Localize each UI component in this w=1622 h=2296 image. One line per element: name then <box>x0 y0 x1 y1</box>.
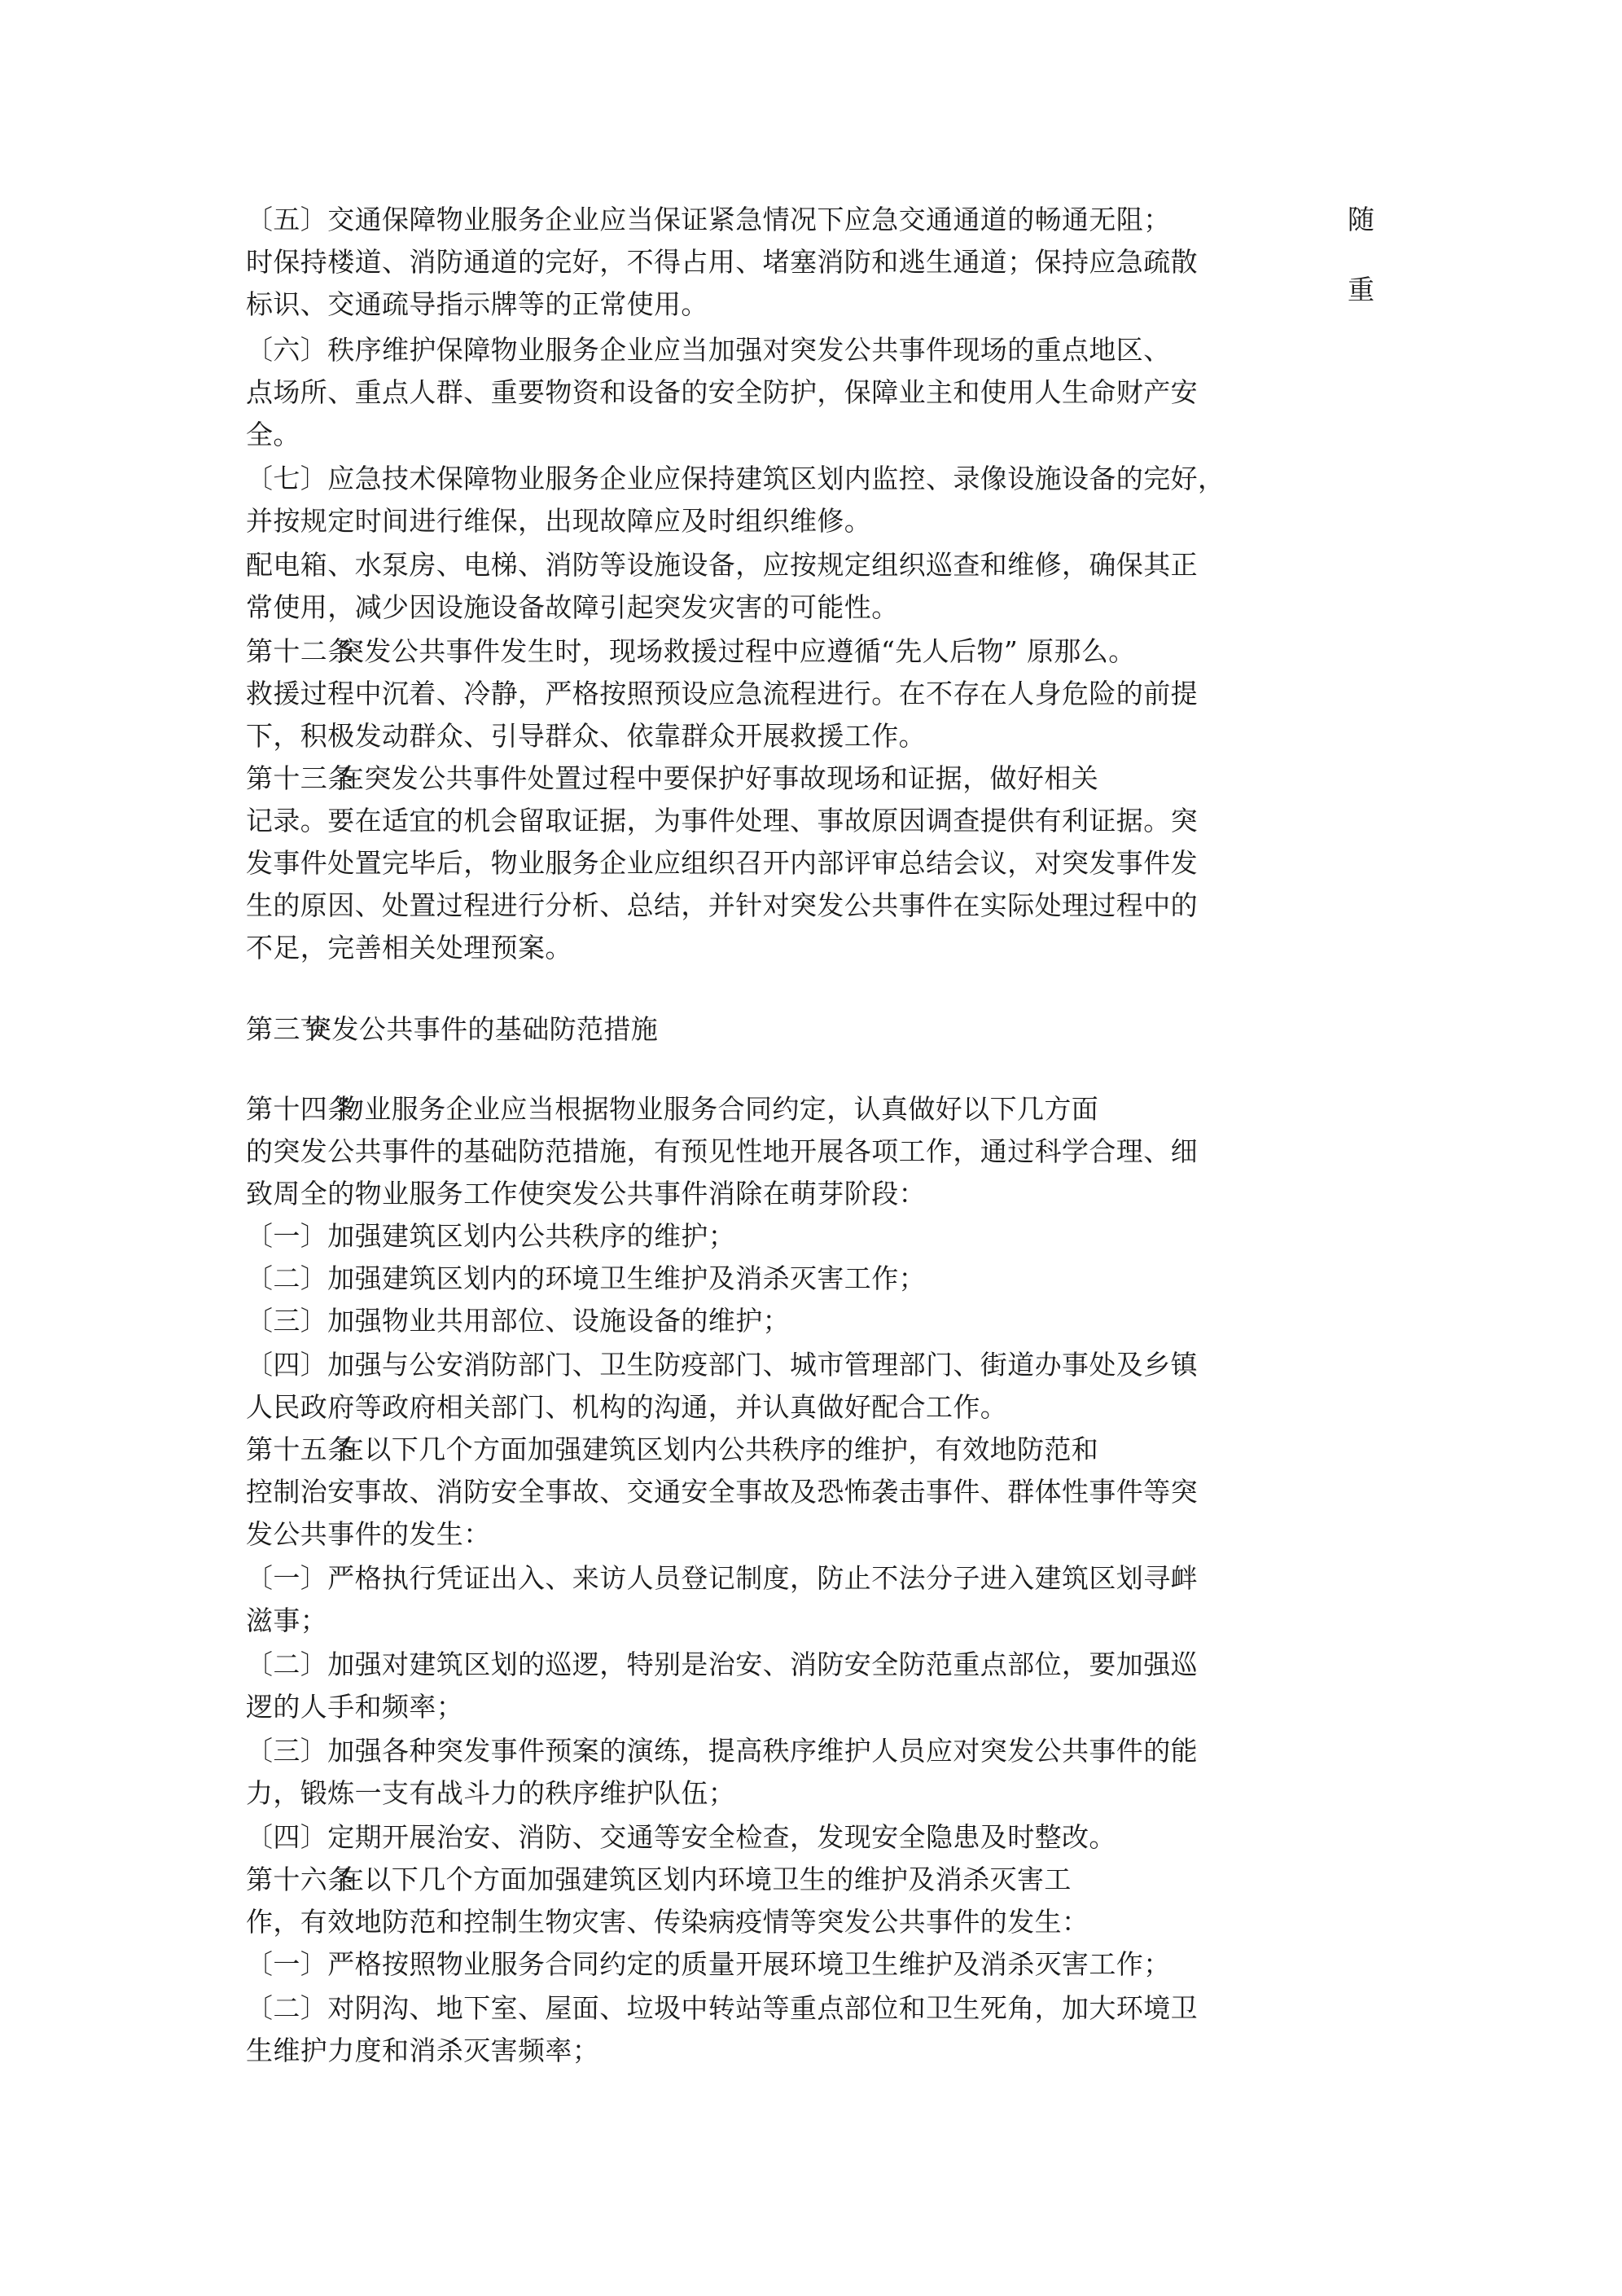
text-line: 滋事； <box>246 1605 328 1636</box>
text-line: 〔一〕严格执行凭证出入、来访人员登记制度，防止不法分子进入建筑区划寻衅 <box>246 1562 1198 1594</box>
text-line: 下，积极发动群众、引导群众、依靠群众开展救援工作。 <box>246 720 926 752</box>
side-mark: 重 <box>1348 274 1374 305</box>
text-line: 全。 <box>246 419 300 450</box>
text-line: 〔二〕加强对建筑区划的巡逻，特别是治安、消防安全防范重点部位，要加强巡 <box>246 1648 1198 1680</box>
text-line: 致周全的物业服务工作使突发公共事件消除在萌芽阶段： <box>246 1178 926 1209</box>
article-line <box>246 1088 1098 1130</box>
text-line: 控制治安事故、消防安全事故、交通安全事故及恐怖袭击事件、群体性事件等突 <box>246 1476 1198 1508</box>
article-line <box>246 757 1098 800</box>
text-line: 时保持楼道、消防通道的完好，不得占用、堵塞消防和逃生通道；保持应急疏散 <box>246 246 1198 278</box>
article-line <box>246 630 1136 673</box>
text-line: 〔六〕秩序维护保障物业服务企业应当加强对突发公共事件现场的重点地区、 <box>246 334 1171 366</box>
text-line: 人民政府等政府相关部门、机构的沟通，并认真做好配合工作。 <box>246 1391 1008 1423</box>
text-line: 〔四〕加强与公安消防部门、卫生防疫部门、城市管理部门、街道办事处及乡镇 <box>246 1349 1198 1381</box>
text-line: 逻的人手和频率； <box>246 1691 464 1723</box>
text-line: 〔三〕加强物业共用部位、设施设备的维护； <box>246 1305 790 1337</box>
side-mark: 随 <box>1348 204 1374 235</box>
text-line: 〔二〕对阴沟、地下室、屋面、垃圾中转站等重点部位和卫生死角，加大环境卫 <box>246 1992 1198 2024</box>
text-line: 〔七〕应急技术保障物业服务企业应保持建筑区划内监控、录像设施设备的完好， <box>246 463 1225 494</box>
text-line: 救援过程中沉着、冷静，严格按照预设应急流程进行。在不存在人身危险的前提 <box>246 678 1198 709</box>
article-line <box>246 1859 1072 1901</box>
text-line: 〔一〕加强建筑区划内公共秩序的维护； <box>246 1220 736 1252</box>
text-line: 〔五〕交通保障物业服务企业应当保证紧急情况下应急交通通道的畅通无阻； <box>246 204 1171 235</box>
article-label: 第十六条 <box>246 1864 355 1895</box>
article-label: 第十四条 <box>246 1093 355 1125</box>
article-label: 第十二条 <box>246 635 355 667</box>
article-text: 突发公共事件发生时，现场救援过程中应遵循“先人后物” 原那么。 <box>337 635 1136 667</box>
article-line <box>246 1429 1098 1471</box>
text-line: 标识、交通疏导指示牌等的正常使用。 <box>246 288 708 320</box>
text-line: 配电箱、水泵房、电梯、消防等设施设备，应按规定组织巡查和维修，确保其正 <box>246 549 1198 581</box>
section-label: 第三节 <box>246 1013 328 1045</box>
section-title: 突发公共事件的基础防范措施 <box>305 1013 659 1045</box>
text-line: 〔一〕严格按照物业服务合同约定的质量开展环境卫生维护及消杀灭害工作； <box>246 1948 1171 1980</box>
article-label: 第十五条 <box>246 1433 355 1465</box>
text-line: 点场所、重点人群、重要物资和设备的安全防护，保障业主和使用人生命财产安 <box>246 376 1198 408</box>
article-text: 在突发公共事件处置过程中要保护好事故现场和证据，做好相关 <box>337 762 1099 794</box>
text-line: 的突发公共事件的基础防范措施，有预见性地开展各项工作，通过科学合理、细 <box>246 1135 1198 1167</box>
text-line: 生的原因、处置过程进行分析、总结，并针对突发公共事件在实际处理过程中的 <box>246 889 1198 921</box>
section-heading <box>246 1008 658 1051</box>
text-line: 并按规定时间进行维保，出现故障应及时组织维修。 <box>246 505 872 537</box>
text-line: 〔二〕加强建筑区划内的环境卫生维护及消杀灭害工作； <box>246 1262 926 1294</box>
text-line: 力，锻炼一支有战斗力的秩序维护队伍； <box>246 1777 736 1809</box>
text-line: 〔三〕加强各种突发事件预案的演练，提高秩序维护人员应对突发公共事件的能 <box>246 1735 1198 1767</box>
article-label: 第十三条 <box>246 762 355 794</box>
text-line: 〔四〕定期开展治安、消防、交通等安全检查，发现安全隐患及时整改。 <box>246 1821 1116 1853</box>
article-text: 在以下几个方面加强建筑区划内环境卫生的维护及消杀灭害工 <box>337 1864 1072 1895</box>
text-line: 发事件处置完毕后，物业服务企业应组织召开内部评审总结会议，对突发事件发 <box>246 847 1198 879</box>
text-line: 作，有效地防范和控制生物灾害、传染病疫情等突发公共事件的发生： <box>246 1906 1089 1938</box>
text-line: 生维护力度和消杀灭害频率； <box>246 2035 600 2066</box>
article-text: 物业服务企业应当根据物业服务合同约定，认真做好以下几方面 <box>337 1093 1099 1125</box>
article-text: 在以下几个方面加强建筑区划内公共秩序的维护，有效地防范和 <box>337 1433 1099 1465</box>
text-line: 记录。要在适宜的机会留取证据，为事件处理、事故原因调查提供有利证据。突 <box>246 805 1198 836</box>
text-line: 发公共事件的发生： <box>246 1518 491 1550</box>
text-line: 常使用，减少因设施设备故障引起突发灾害的可能性。 <box>246 591 899 623</box>
text-line: 不足，完善相关处理预案。 <box>246 932 572 964</box>
